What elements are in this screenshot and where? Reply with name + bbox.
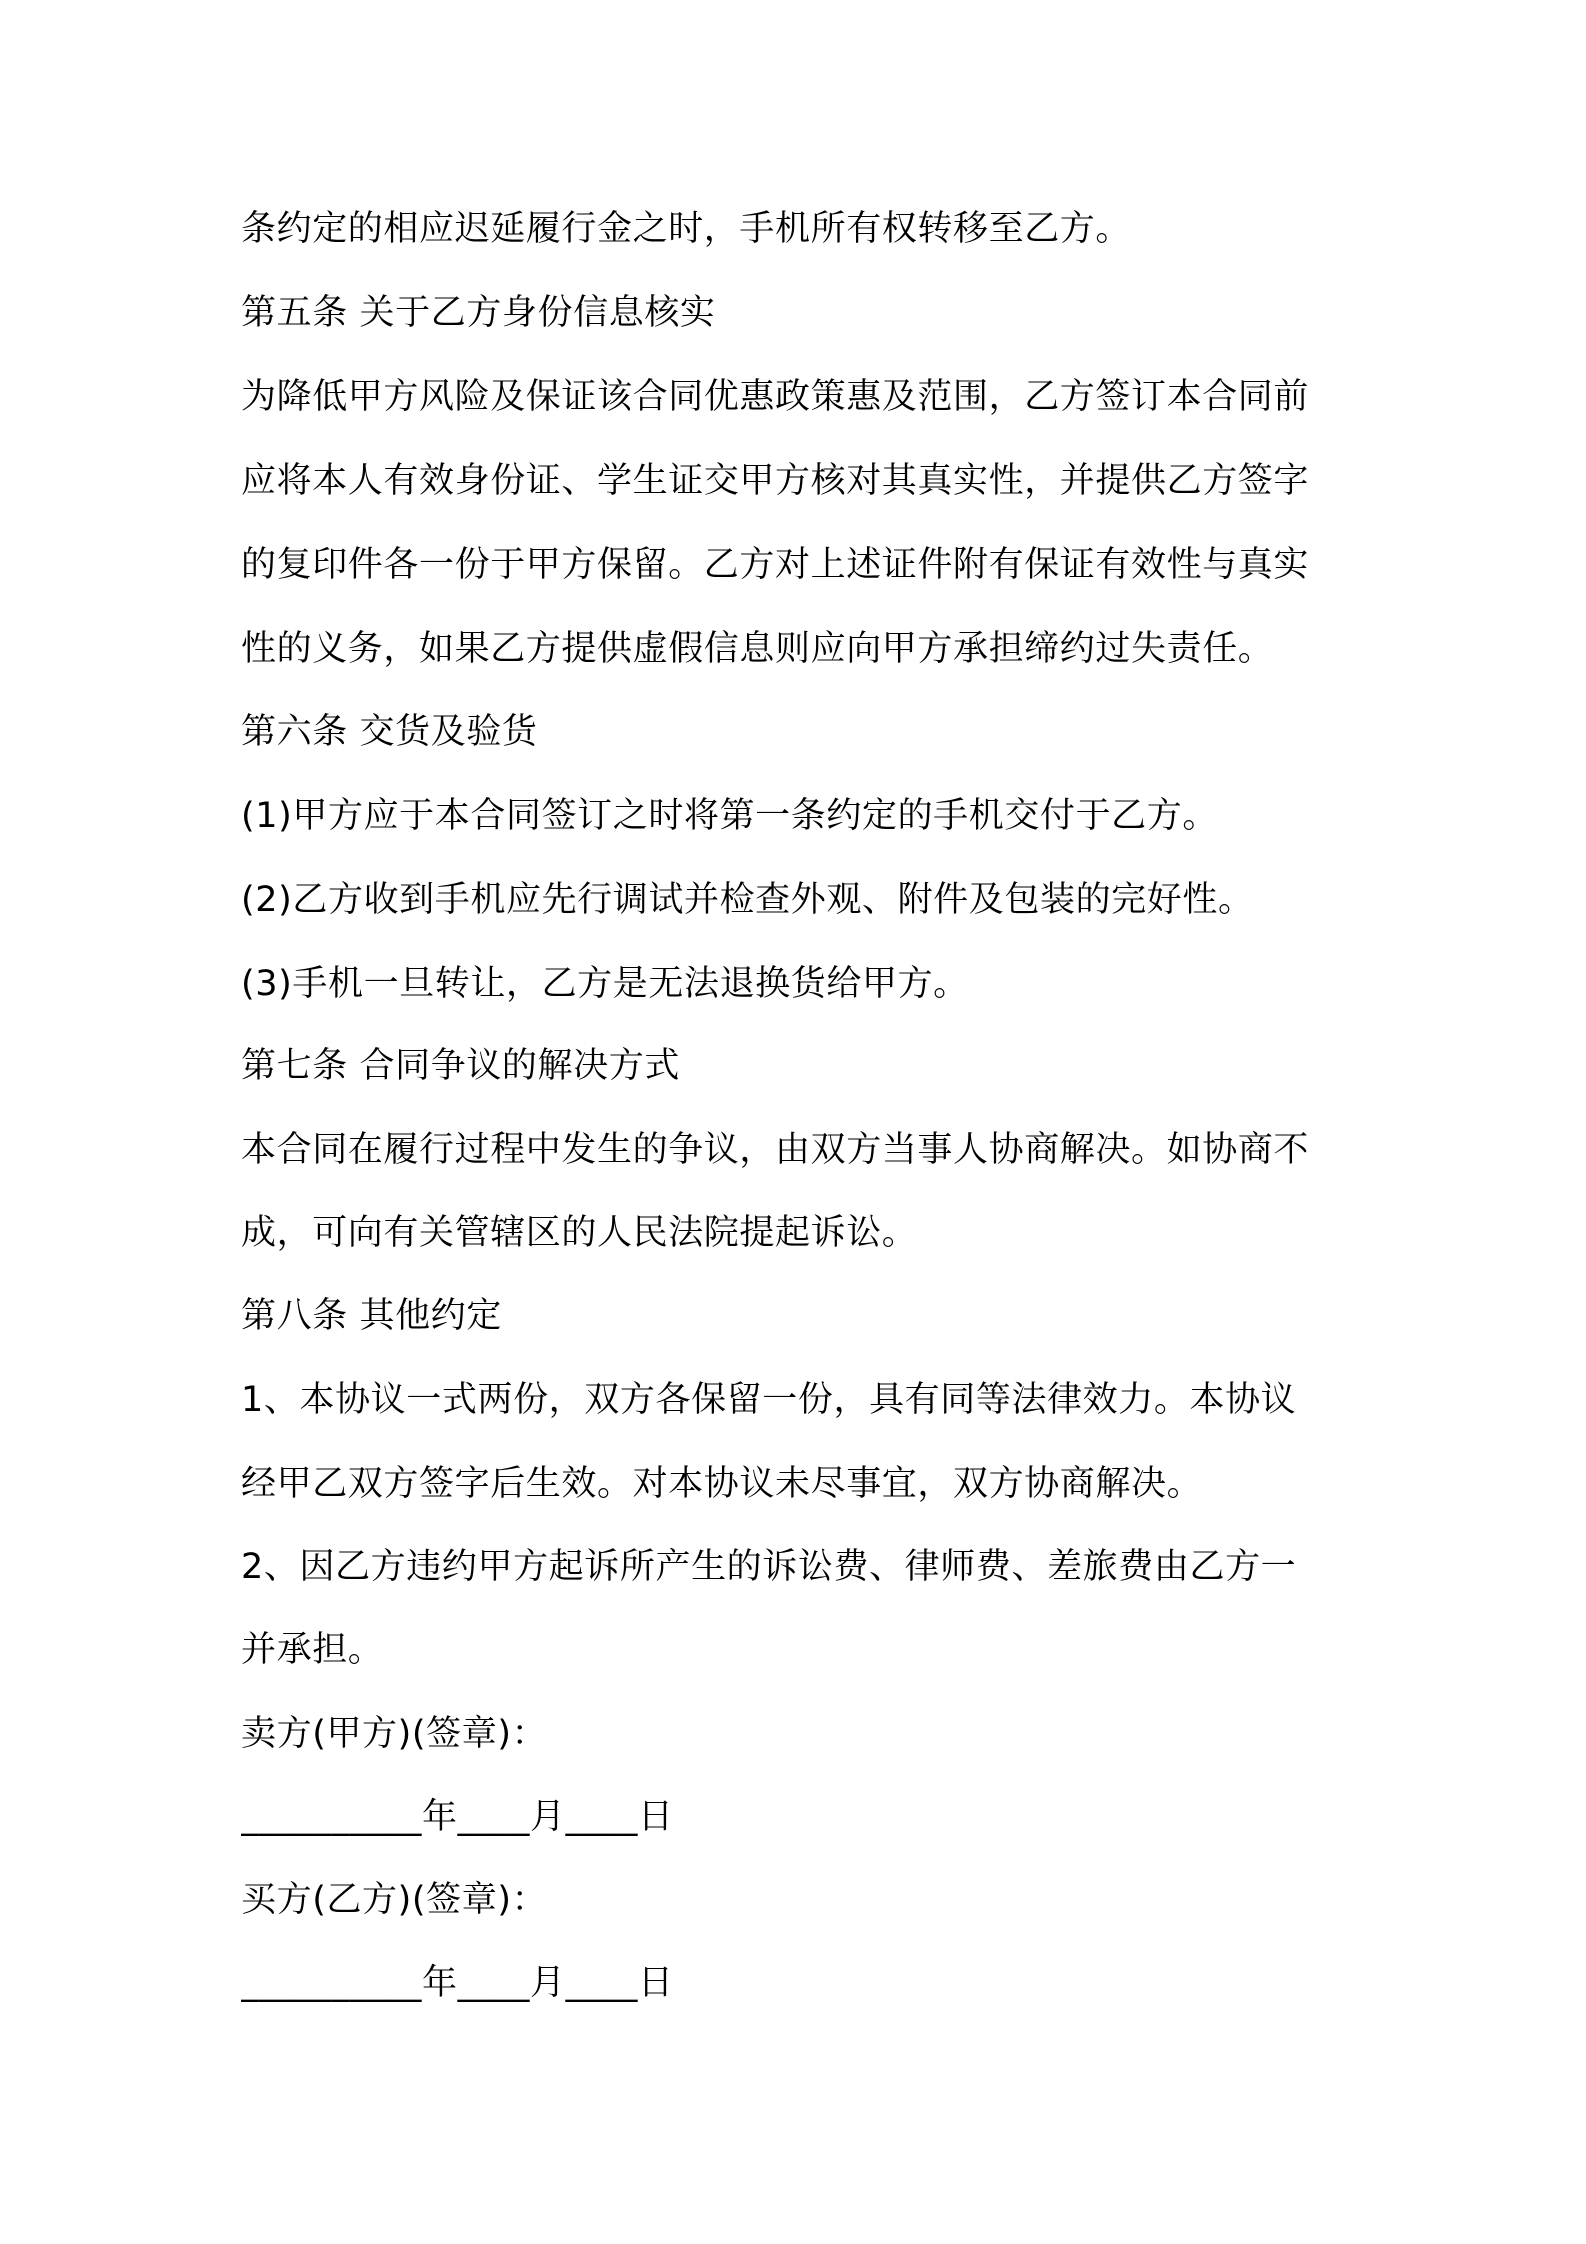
paragraph-line: 经甲乙双方签字后生效。对本协议未尽事宜，双方协商解决。 bbox=[241, 1464, 1203, 1504]
list-item: (2)乙方收到手机应先行调试并检查外观、附件及包装的完好性。 bbox=[241, 880, 1254, 920]
paragraph-line: 本合同在履行过程中发生的争议，由双方当事人协商解决。如协商不 bbox=[241, 1130, 1310, 1170]
paragraph-line: 应将本人有效身份证、学生证交甲方核对其真实性，并提供乙方签字 bbox=[241, 461, 1310, 501]
paragraph-line: 条约定的相应迟延履行金之时，手机所有权转移至乙方。 bbox=[241, 209, 1132, 249]
paragraph-line: 并承担。 bbox=[241, 1630, 384, 1670]
seller-date-line: __________年____月____日 bbox=[241, 1797, 674, 1837]
seller-signature-label: 卖方(甲方)(签章)： bbox=[241, 1714, 548, 1754]
list-item: (1)甲方应于本合同签订之时将第一条约定的手机交付于乙方。 bbox=[241, 796, 1218, 836]
article-6-heading: 第六条 交货及验货 bbox=[241, 712, 538, 752]
paragraph-line: 为降低甲方风险及保证该合同优惠政策惠及范围，乙方签订本合同前 bbox=[241, 377, 1310, 417]
article-5-heading: 第五条 关于乙方身份信息核实 bbox=[241, 293, 716, 333]
paragraph-line: 性的义务，如果乙方提供虚假信息则应向甲方承担缔约过失责任。 bbox=[241, 629, 1274, 669]
article-8-heading: 第八条 其他约定 bbox=[241, 1296, 502, 1336]
paragraph-line: 成，可向有关管辖区的人民法院提起诉讼。 bbox=[241, 1213, 918, 1253]
paragraph-line: 2、因乙方违约甲方起诉所产生的诉讼费、律师费、差旅费由乙方一 bbox=[241, 1547, 1297, 1587]
buyer-date-line: __________年____月____日 bbox=[241, 1963, 674, 2003]
list-item: (3)手机一旦转让，乙方是无法退换货给甲方。 bbox=[241, 964, 969, 1004]
article-7-heading: 第七条 合同争议的解决方式 bbox=[241, 1046, 680, 1086]
buyer-signature-label: 买方(乙方)(签章)： bbox=[241, 1880, 548, 1920]
paragraph-line: 1、本协议一式两份，双方各保留一份，具有同等法律效力。本协议 bbox=[241, 1380, 1297, 1420]
paragraph-line: 的复印件各一份于甲方保留。乙方对上述证件附有保证有效性与真实 bbox=[241, 545, 1310, 585]
